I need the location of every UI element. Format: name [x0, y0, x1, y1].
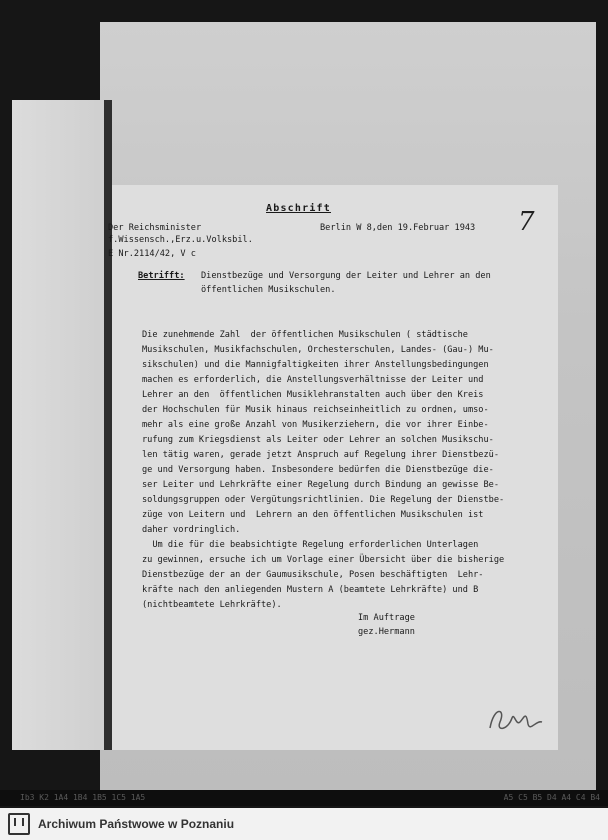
body-line: ser Leiter und Lehrkräfte einer Regelung durch Bindung an gewisse Be-: [142, 480, 499, 490]
reference-number: E Nr.2114/42, V c: [108, 249, 196, 259]
film-strip-right-text: A5 C5 B5 D4 A4 C4 B4: [503, 793, 600, 802]
body-line: ge und Versorgung haben. Insbesondere bedürfen die Dienstbezüge die-: [142, 465, 494, 475]
document-page: [108, 185, 558, 750]
archive-name: Archiwum Państwowe w Poznaniu: [38, 817, 235, 831]
body-line: soldungsgruppen oder Vergütungsrichtlinien. Die Regelung der Dienstbe-: [142, 495, 505, 505]
body-line: züge von Leitern und Lehrern an den öffentlichen Musikschulen ist: [142, 510, 484, 520]
body-line: len tätig waren, gerade jetzt Anspruch auf Regelung ihrer Dienstbezü-: [142, 450, 499, 460]
subject-line: öffentlichen Musikschulen.: [201, 285, 336, 295]
body-line: rufung zum Kriegsdienst als Leiter oder Lehrer an solchen Musikschu-: [142, 435, 494, 445]
body-line: Die zunehmende Zahl der öffentlichen Musikschulen ( städtische: [142, 330, 468, 340]
body-line: kräfte nach den anliegenden Mustern A (beamtete Lehrkräfte) und B: [142, 585, 479, 595]
body-line: machen es erforderlich, die Anstellungsverhältnisse der Leiter und: [142, 375, 484, 385]
subject-line: Dienstbezüge und Versorgung der Leiter und Lehrer an den: [201, 271, 491, 281]
subject-label: Betrifft:: [138, 271, 185, 281]
archive-logo-icon: [8, 813, 30, 835]
document-title: Abschrift: [266, 203, 331, 214]
page-number: 7: [518, 207, 535, 237]
film-strip-left-text: Ib3 K2 1A4 1B4 1B5 1C5 1A5: [20, 793, 146, 802]
archive-footer: [0, 808, 608, 840]
body-line: zu gewinnen, ersuche ich um Vorlage einer Übersicht über die bisherige: [142, 555, 505, 565]
body-line: (nichtbeamtete Lehrkräfte).: [142, 600, 282, 610]
sender-line-1: Der Reichsminister: [108, 223, 202, 233]
signature-line: Im Auftrage: [358, 613, 415, 623]
body-line: daher vordringlich.: [142, 525, 241, 535]
date-line: Berlin W 8,den 19.Februar 1943: [320, 223, 476, 233]
body-line: mehr als eine große Anzahl von Musikerziehern, die vor ihrer Einbe-: [142, 420, 489, 430]
body-line: der Hochschulen für Musik hinaus reichseinheitlich zu ordnen, umso-: [142, 405, 489, 415]
handwritten-initials: [486, 700, 546, 740]
body-line: Musikschulen, Musikfachschulen, Orchesterschulen, Landes- (Gau-) Mu-: [142, 345, 494, 355]
film-edge-strip: [0, 790, 608, 806]
body-line: Lehrer an den öffentlichen Musiklehranstalten auch über den Kreis: [142, 390, 484, 400]
card-shadow: [104, 100, 112, 750]
left-card: [12, 100, 106, 750]
body-line: Um die für die beabsichtigte Regelung erforderlichen Unterlagen: [142, 540, 479, 550]
body-line: Dienstbezüge der an der Gaumusikschule, Posen beschäftigten Lehr-: [142, 570, 484, 580]
sender-line-2: f.Wissensch.,Erz.u.Volksbil.: [108, 235, 253, 245]
body-line: sikschulen) und die Mannigfaltigkeiten ihrer Anstellungsbedingungen: [142, 360, 489, 370]
signature-line: gez.Hermann: [358, 627, 415, 637]
